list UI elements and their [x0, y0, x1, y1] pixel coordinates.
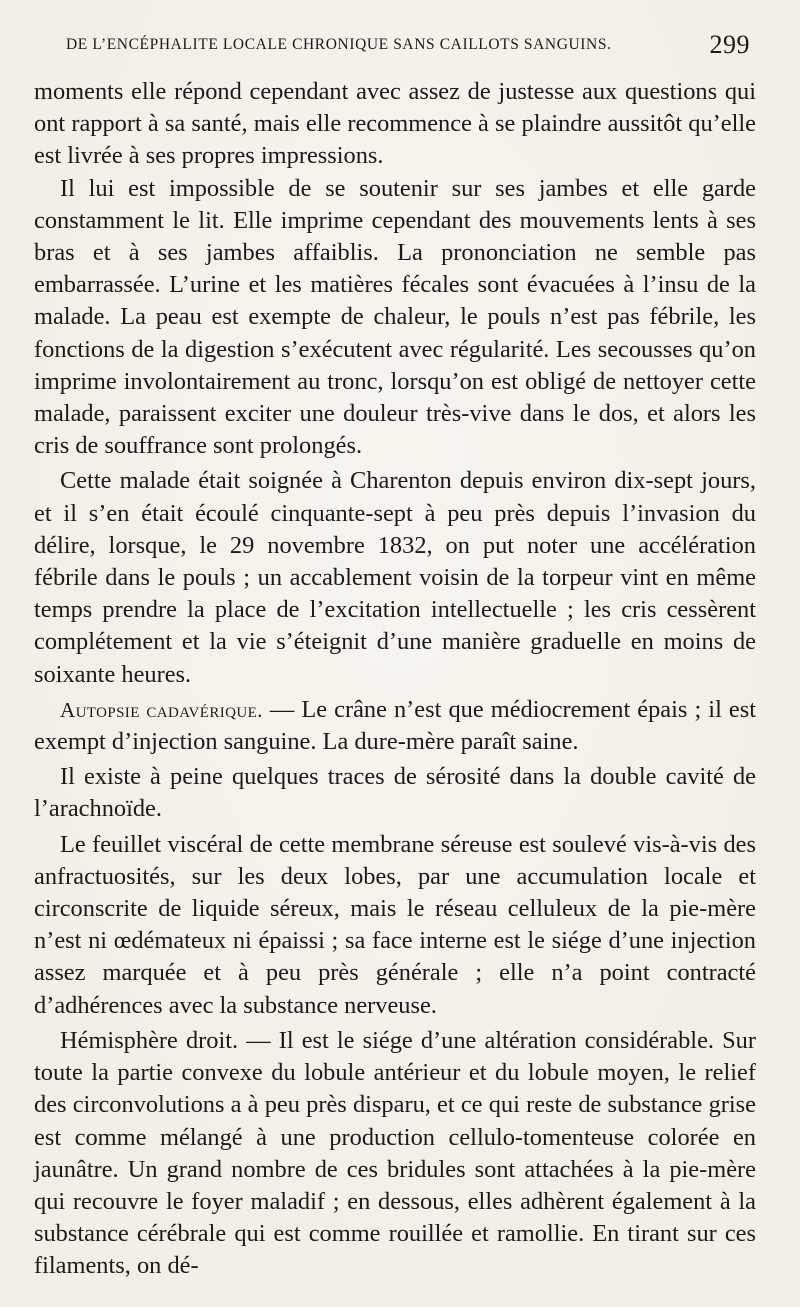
paragraph-symptoms: Il lui est impossible de se soutenir sur ses jambes et elle garde constamment le lit. Elle imprime cependant des mouvements lents à ses bras et à ses jambes affaiblis. La prononciation ne semble pas embarrassée. L’urine et les matières fécales sont évacuées à l’insu de la malade. La peau est exempte de chaleur, le pouls n’est pas fébrile, les fonctions de la digestion s’exécutent avec régularité. Les secousses qu’on imprime involontairement au tronc, lorsqu’on est obligé de nettoyer cette malade, paraissent exciter une douleur très-vive dans le dos, et alors les cris de souffrance sont prolongés.: [34, 174, 756, 460]
running-head: [34, 30, 756, 70]
running-title: DE L’ENCÉPHALITE LOCALE CHRONIQUE SANS CAILLOTS SANGUINS.: [66, 36, 612, 53]
autopsy-heading: Autopsie cadavérique.: [60, 697, 263, 722]
paragraph-autopsy: [34, 694, 756, 758]
paragraph-arachnoid: Il existe à peine quelques traces de sérosité dans la double cavité de l’arachnoïde.: [34, 763, 756, 823]
paragraph-continuation: moments elle répond cependant avec assez de justesse aux questions qui ont rapport à sa santé, mais elle recommence à se plaindre aussitôt qu’elle est livrée à ses propres impressions.: [34, 78, 756, 170]
autopsy-text: — Le crâne n’est que médiocrement épais ; il est exempt d’injection sanguine. La dure-mère paraît saine.: [34, 695, 757, 756]
paragraph-membrane: Le feuillet viscéral de cette membrane séreuse est soulevé vis-à-vis des anfractuosités, sur les deux lobes, par une accumulation locale et circonscrite de liquide séreux, mais le réseau celluleux de la pie-mère n’est ni œdémateux ni épaissi ; sa face interne est le siége d’une injection assez marquée et à peu près générale ; elle n’a point contracté d’adhérences avec la substance nerveuse.: [34, 830, 756, 1019]
page-number: 299: [709, 30, 750, 59]
paragraph-right-hemisphere: Hémisphère droit. — Il est le siége d’une altération considérable. Sur toute la partie convexe du lobule antérieur et du lobule moyen, le relief des circonvolutions a à peu près disparu, et ce qui reste de substance grise est comme mélangé à une production cellulo-tomenteuse colorée en jaunâtre. Un grand nombre de ces bridules sont attachées à la pie-mère qui recouvre le foyer maladif ; en dessous, elles adhèrent également à la substance cérébrale qui est comme rouillée et ramollie. En tirant sur ces filaments, on dé-: [34, 1026, 756, 1280]
paragraph-course: Cette malade était soignée à Charenton depuis environ dix-sept jours, et il s’en était écoulé cinquante-sept à peu près depuis l’invasion du délire, lorsque, le 29 novembre 1832, on put noter une accélération fébrile dans le pouls ; un accablement voisin de la torpeur vint en même temps prendre la place de l’excitation intellectuelle ; les cris cessèrent complétement et la vie s’éteignit d’une manière graduelle en moins de soixante heures.: [34, 467, 756, 688]
body-text: [34, 76, 756, 1283]
